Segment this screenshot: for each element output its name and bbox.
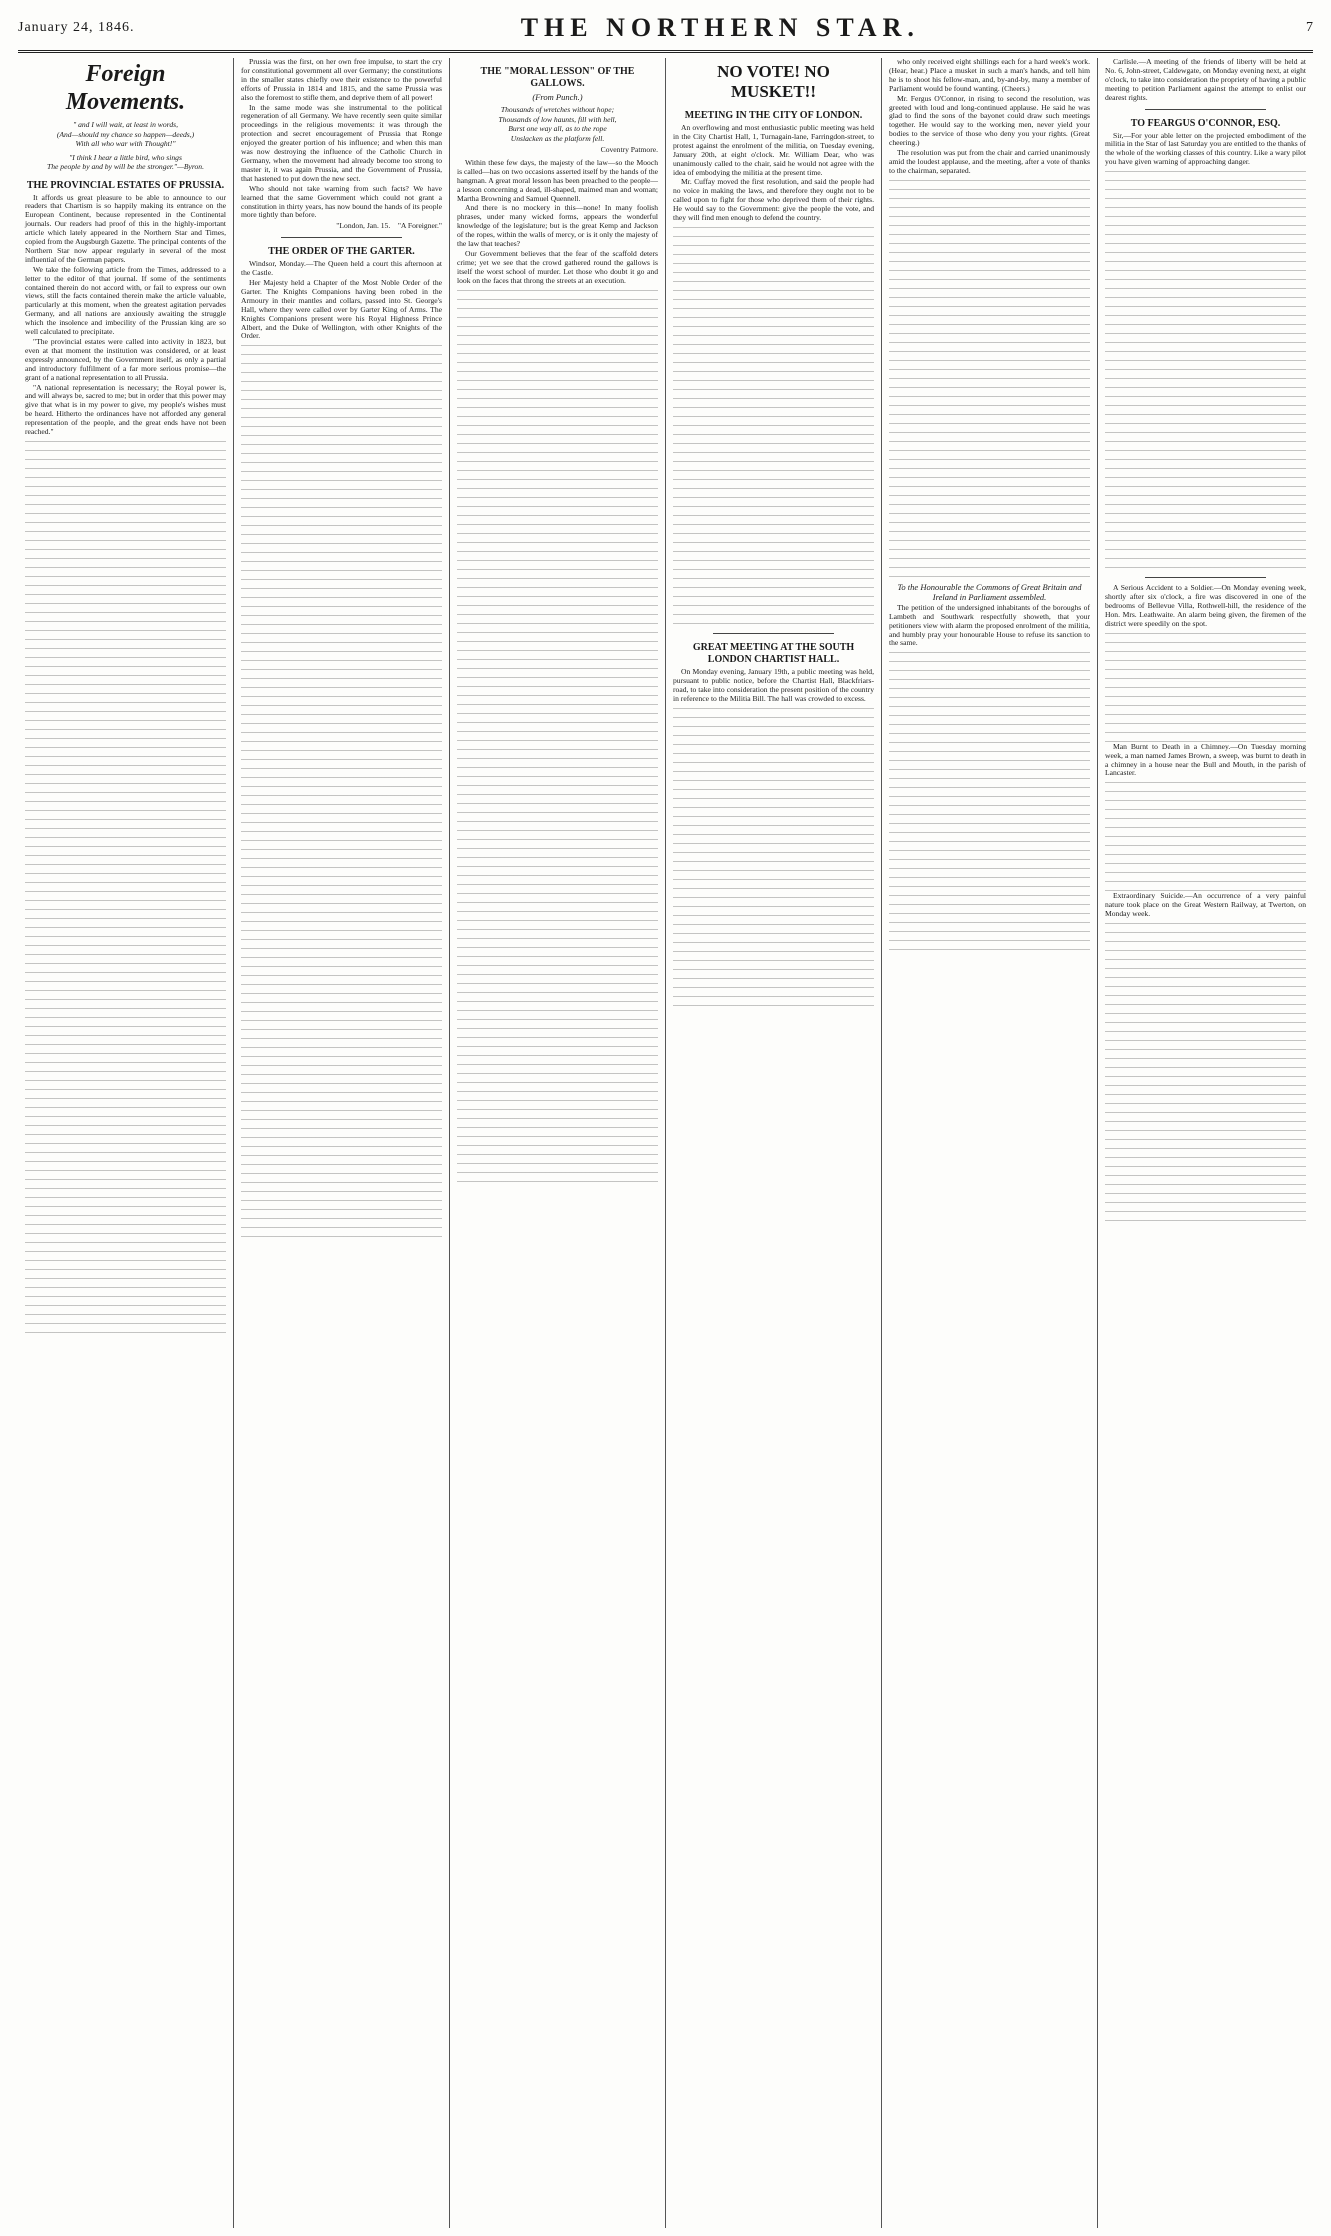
article-headline: THE PROVINCIAL ESTATES OF PRUSSIA.: [26, 179, 225, 191]
verse-line: Burst one way all, as to the rope: [508, 124, 607, 133]
article-headline: NO VOTE! NO MUSKET!!: [717, 62, 830, 101]
column-6: [1098, 58, 1313, 2228]
issue-date: January 24, 1846.: [18, 20, 135, 35]
paragraph: Mr. Fergus O'Connor, in rising to second the resolution, was greeted with loud and long-continued applause. He said he was glad to find the sons of the bayonet could draw such meetings together. He would say to the working men, never yield your bodies to the service of those who deny you your rights. (Great cheering.): [889, 93, 1090, 148]
paragraph: The petition of the undersigned inhabitants of the boroughs of Lambeth and Southwark respectfully showeth, that your petitioners view with alarm the proposed enrolment of the militia, and humbly pray your honourable House to refuse its sanction to the same.: [889, 602, 1090, 648]
verse-attribution: Coventry Patmore.: [600, 145, 658, 154]
columns: [18, 58, 1313, 2228]
body-text-lines: [673, 227, 874, 627]
epigraph-line: The people by and by will be the stronger."—Byron.: [46, 162, 204, 171]
column-2: [234, 58, 450, 2228]
paragraph: We take the following article from the Times, addressed to a letter to the editor of that journal. If some of the sentiments contained therein do not accord with, or fail to express our own views, still the facts contained therein make the article valuable, particularly at this moment, when the greatest agitation pervades Germany, and all nations are anxiously awaiting the struggle which the insolence and imbecility of the Prussian king are so well calculated to precipitate.: [25, 264, 226, 337]
newspaper-title: THE NORTHERN STAR.: [520, 13, 920, 42]
paragraph: Sir,—For your able letter on the projected embodiment of the militia in the Star of last Saturday you are entitled to the thanks of the whole of the working classes of this country. Like a wary pilot you have given warning of approaching danger.: [1105, 130, 1306, 167]
column-1: [18, 58, 234, 2228]
epigraph-line: With all who war with Thought!": [75, 139, 176, 148]
paragraph: In the same mode was she instrumental to the political regeneration of all Germany. We have recently seen quite similar proceedings in the religious movements: it was through the protection and secret encouragement of Prussia that Ronge enjoyed the greater portion of his influence; and when this man was now destroying the influence of the Catholic Church in Germany, when the movement had already become too strong to master it, it was again Prussia, and the Government of Prussia, that hastened to put down the new sect.: [241, 102, 442, 183]
paragraph: who only received eight shillings each for a hard week's work. (Hear, hear.) Place a musket in such a man's hands, and tell him he is to shoot his fellow-man, and, by-and-by, many a member of Parliament would be found wanting. (Cheers.): [889, 58, 1090, 93]
body-text-lines: [673, 708, 874, 1008]
body-text-lines: [241, 345, 442, 1245]
divider: [1145, 577, 1266, 578]
paragraph: Extraordinary Suicide.—An occurrence of a very painful nature took place on the Great Western Railway, at Twerton, on Monday week.: [1105, 891, 1306, 919]
article-headline: THE ORDER OF THE GARTER.: [268, 246, 415, 258]
body-text-lines: [889, 180, 1090, 580]
paragraph: It affords us great pleasure to be able to announce to our readers that Chartism is so happily making its entrance on the European Continent, because represented in the Continental journals. Our readers had proof of this in the highly-important article which lately appeared in the Northern Star and Times, copied from the Augsburgh Gazette. The principal contents of the Northern Star now appear regularly in several of the most influential of the German papers.: [25, 192, 226, 264]
column-5: [882, 58, 1098, 2228]
epigraph: [25, 120, 226, 172]
paragraph: Carlisle.—A meeting of the friends of liberty will be held at No. 6, John-street, Caldewgate, on Monday evening next, at eight o'clock, to take into consideration the propriety of having a public meeting to petition Parliament against the attempt to enlist our dearest rights.: [1105, 58, 1306, 102]
body-text-lines: [1105, 923, 1306, 1223]
paragraph: On Monday evening, January 19th, a public meeting was held, pursuant to public notice, before the Chartist Hall, Blackfriars-road, to take into consideration the present position of the country in reference to the Militia Bill. The hall was crowded to excess.: [673, 666, 874, 703]
paragraph: Prussia was the first, on her own free impulse, to start the cry for constitutional government all over Germany; the constitutions in the smaller states chiefly owe their existence to the powerful efforts of Prussia in 1814 and 1815, and the same Prussia was also the foremost to stifle them, and deprive them of all power!: [241, 58, 442, 102]
signoff-author: "A Foreigner.": [397, 221, 442, 231]
epigraph-line: " and I will wait, at least in words,: [72, 120, 178, 129]
paragraph: And there is no mockery in this—none! In many foolish phrases, under many wicked forms, appears the wonderful knowledge of the legislature; but is the great Kemp and Jackson of the ropes, within the walls of mercy, or is it only the majesty of the law that teaches?: [457, 203, 658, 249]
paragraph: Our Government believes that the fear of the scaffold deters crime; yet we see that the crowd gathered round the gallows is itself the worst school of murder. Let those who doubt it go and look on the faces that throng the streets at an execution.: [457, 248, 658, 285]
paragraph: Within these few days, the majesty of the law—so the Mooch is called—has on two occasions asserted itself by the hands of the hangman. A great moral lesson has been preached to the people—a lesson concerning a dead, ill-shaped, maimed man and woman; Martha Browning and Samuel Quennell.: [457, 157, 658, 203]
paragraph: Windsor, Monday.—The Queen held a court this afternoon at the Castle.: [241, 259, 442, 278]
article-source: (From Punch.): [532, 92, 583, 102]
paragraph: Her Majesty held a Chapter of the Most Noble Order of the Garter. The Knights Companions having been robed in the Armoury in their mantles and collars, passed into St. George's Hall, where they were called over by Garter King of Arms. The Knights Companions present were his Royal Highness Prince Albert, and the Duke of Wellington, with other Knights of the Order.: [241, 278, 442, 341]
epigraph-line: "I think I hear a little bird, who sings: [69, 152, 182, 162]
article-headline: GREAT MEETING AT THE SOUTH LONDON CHARTIST HALL.: [692, 641, 855, 665]
column-3: [450, 58, 666, 2228]
signoff-place: "London, Jan. 15.: [336, 221, 391, 231]
paragraph: Man Burnt to Death in a Chimney.—On Tuesday morning week, a man named James Brown, a sweep, was burnt to death in a chimney in a house near the Bull and Mouth, in the parish of Lancaster.: [1105, 741, 1306, 778]
masthead: [18, 6, 1313, 53]
verse-line: Thousands of low haunts, fill with hell,: [498, 114, 617, 124]
epigraph-line: (And—should my chance so happen—deeds,): [56, 129, 195, 139]
page-number: 7: [1305, 20, 1313, 35]
body-text-lines: [889, 652, 1090, 952]
divider: [713, 633, 834, 634]
column-4: [666, 58, 882, 2228]
body-text-lines: [1105, 171, 1306, 571]
paragraph: "The provincial estates were called into activity in 1823, but even at that moment the institution was considered, or at least expressly announced, by the Government itself, as only a partial and introductory fulfilment of a far more serious promise—the grant of a national representation to all Prussia.: [25, 337, 226, 382]
body-text-lines: [25, 441, 226, 1341]
paragraph: "A national representation is necessary; the Royal power is, and will always be, sacred to me; but in order that this power may give that what is in my power to give, my people's wishes must be heard. Hitherto the ordinances have not afforded any general representation of the people, and the great ends have not been reached.": [25, 382, 226, 437]
petition-heading: To the Honourable the Commons of Great Britain and Ireland in Parliament assembled.: [897, 581, 1082, 602]
divider: [1145, 109, 1266, 110]
paragraph: A Serious Accident to a Soldier.—On Monday evening week, shortly after six o'clock, a fire was discovered in one of the bedrooms of Bellevue Villa, Rothwell-hill, the residence of the Hon. Mrs. Leathwaite. An alarm being given, the firemen of the district were speedily on the spot.: [1105, 583, 1306, 628]
body-text-lines: [457, 290, 658, 1190]
paragraph: The resolution was put from the chair and carried unanimously amid the loudest applause, and the meeting, after a vote of thanks to the chairman, separated.: [889, 148, 1090, 175]
verse-line: Unslacken as the platform fell.: [510, 133, 605, 143]
article-headline: TO FEARGUS O'CONNOR, ESQ.: [1130, 117, 1281, 129]
letter-signoff: [241, 222, 442, 231]
verse: [457, 105, 658, 143]
paragraph: An overflowing and most enthusiastic public meeting was held in the City Chartist Hall, 1, Turnagain-lane, Farringdon-street, to protest against the enrolment of the militia, on Tuesday evening, January 20th, at eight o'clock. Mr. William Dear, who was unanimously called to the chair, said he would not agree with the idea of embodying the militia at the present time.: [673, 123, 874, 177]
article-headline: THE "MORAL LESSON" OF THE GALLOWS.: [480, 66, 635, 89]
article-subheadline: MEETING IN THE CITY OF LONDON.: [684, 110, 863, 121]
section-heading: Foreign Movements.: [65, 61, 186, 115]
divider: [281, 237, 402, 238]
body-text-lines: [1105, 782, 1306, 892]
paragraph: Who should not take warning from such facts? We have learned that the same Government which could not grant a constitution in thirty years, has now bound the hands of its people more tightly than before.: [241, 183, 442, 220]
body-text-lines: [1105, 633, 1306, 743]
verse-line: Thousands of wretches without hope;: [500, 105, 615, 114]
paragraph: Mr. Cuffay moved the first resolution, and said the people had no voice in making the laws, and therefore they ought not to be called upon to fight for those who deprived them of their rights. He would say to the Government: give the people the vote, and they will find men enough to defend the country.: [673, 177, 874, 223]
